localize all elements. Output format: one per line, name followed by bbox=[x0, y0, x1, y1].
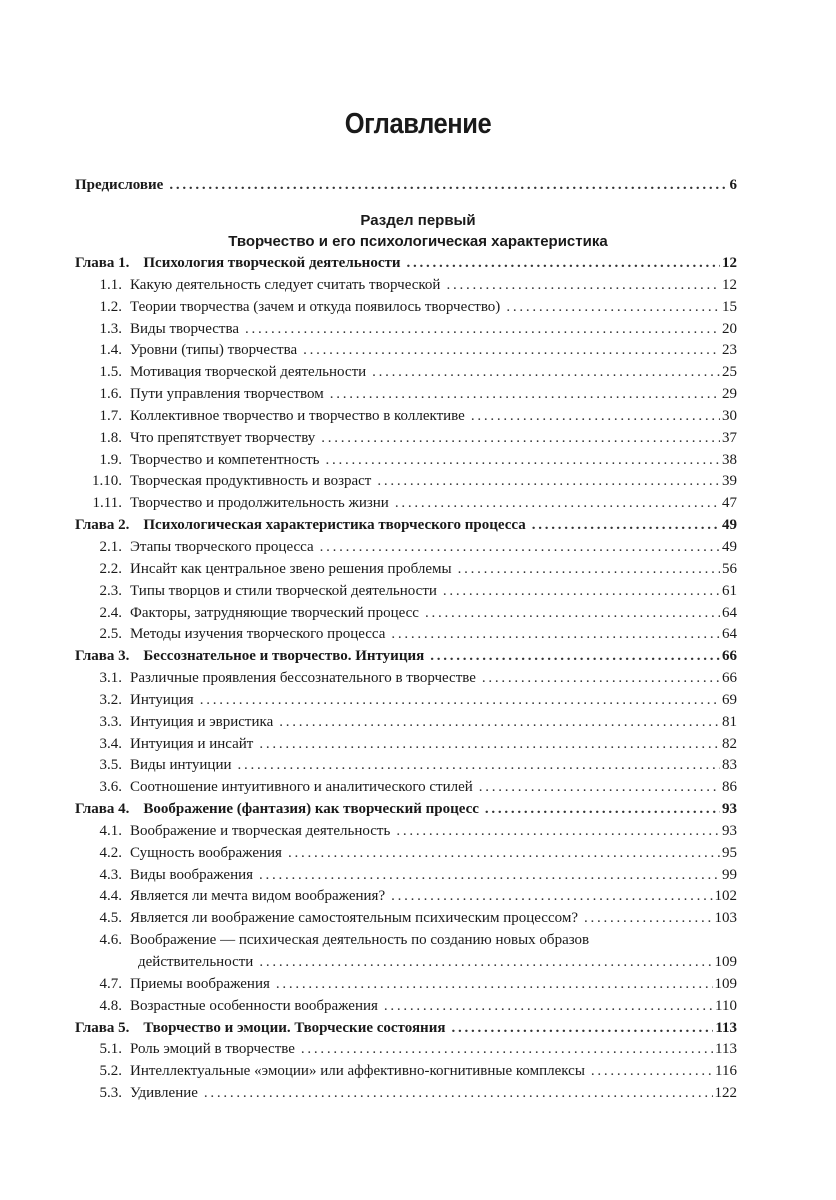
subsection-number: 2.3. bbox=[99, 582, 122, 599]
dot-leader bbox=[479, 777, 720, 799]
toc-subsection-entry[interactable] bbox=[75, 428, 737, 450]
dot-leader bbox=[506, 297, 720, 319]
subsection-number: 3.5. bbox=[99, 757, 122, 774]
subsection-page: 66 bbox=[722, 670, 737, 687]
subsection-title: Уровни (типы) творчества bbox=[130, 342, 298, 359]
chapter-number: Глава 2. bbox=[75, 517, 130, 534]
subsection-page: 12 bbox=[722, 276, 737, 293]
subsection-title: Виды интуиции bbox=[130, 757, 232, 774]
subsection-title: Является ли воображение самостоятельным психическим процессом? bbox=[130, 910, 578, 927]
toc-chapter-entry[interactable] bbox=[75, 799, 737, 821]
subsection-number: 1.4. bbox=[99, 342, 122, 359]
dot-leader bbox=[303, 340, 720, 362]
dot-leader bbox=[443, 581, 720, 603]
subsection-page: 20 bbox=[722, 320, 737, 337]
toc-chapter-entry[interactable] bbox=[75, 1018, 737, 1040]
dot-leader bbox=[238, 755, 720, 777]
subsection-page: 113 bbox=[715, 1041, 737, 1058]
subsection-number: 2.5. bbox=[99, 626, 122, 643]
subsection-title: Виды творчества bbox=[130, 320, 239, 337]
subsection-title: Творческая продуктивность и возраст bbox=[130, 473, 372, 490]
subsection-title: Интеллектуальные «эмоции» или аффективно-когнитивные комплексы bbox=[130, 1063, 585, 1080]
subsection-number: 4.2. bbox=[99, 844, 122, 861]
dot-leader bbox=[377, 471, 720, 493]
dot-leader bbox=[532, 515, 720, 537]
subsection-title: Роль эмоций в творчестве bbox=[130, 1041, 295, 1058]
subsection-number: 1.8. bbox=[99, 429, 122, 446]
subsection-title: Воображение — психическая деятельность по созданию новых образов bbox=[130, 932, 590, 949]
subsection-title: Сущность воображения bbox=[130, 844, 282, 861]
chapter-number: Глава 4. bbox=[75, 801, 130, 818]
subsection-number: 4.3. bbox=[99, 866, 122, 883]
dot-leader bbox=[326, 450, 721, 472]
dot-leader bbox=[245, 319, 720, 341]
subsection-title: Творчество и компетентность bbox=[130, 451, 320, 468]
toc-subsection-entry[interactable] bbox=[75, 1061, 737, 1083]
subsection-page: 64 bbox=[722, 626, 737, 643]
subsection-number: 4.5. bbox=[99, 910, 122, 927]
subsection-title: Этапы творческого процесса bbox=[130, 538, 314, 555]
subsection-number: 4.1. bbox=[99, 822, 122, 839]
subsection-page: 102 bbox=[714, 888, 737, 905]
subsection-page: 69 bbox=[722, 691, 737, 708]
dot-leader bbox=[451, 1018, 713, 1040]
subsection-number: 1.1. bbox=[99, 276, 122, 293]
toc-subsection-entry[interactable] bbox=[75, 908, 737, 930]
toc-subsection-entry[interactable] bbox=[75, 712, 737, 734]
chapter-title: Творчество и эмоции. Творческие состояния bbox=[143, 1019, 446, 1036]
dot-leader bbox=[591, 1061, 713, 1083]
subsection-title: Мотивация творческой деятельности bbox=[130, 364, 367, 381]
subsection-number: 3.4. bbox=[99, 735, 122, 752]
toc-subsection-entry[interactable] bbox=[75, 559, 737, 581]
subsection-page: 122 bbox=[714, 1085, 737, 1102]
subsection-number: 5.2. bbox=[99, 1063, 122, 1080]
subsection-title: Что препятствует творчеству bbox=[130, 429, 316, 446]
subsection-number: 2.4. bbox=[99, 604, 122, 621]
chapter-title: Бессознательное и творчество. Интуиция bbox=[143, 648, 425, 665]
subsection-title: Типы творцов и стили творческой деятельности bbox=[130, 582, 437, 599]
dot-leader bbox=[391, 886, 712, 908]
subsection-page: 39 bbox=[722, 473, 737, 490]
toc-subsection-entry[interactable] bbox=[75, 843, 737, 865]
subsection-number: 3.6. bbox=[99, 779, 122, 796]
subsection-number: 2.1. bbox=[99, 538, 122, 555]
subsection-title: Интуиция и инсайт bbox=[130, 735, 254, 752]
toc-subsection-entry[interactable] bbox=[75, 777, 737, 799]
toc-subsection-entry[interactable] bbox=[75, 1039, 737, 1061]
toc-subsection-entry[interactable] bbox=[75, 384, 737, 406]
subsection-page: 56 bbox=[722, 560, 737, 577]
subsection-page: 30 bbox=[722, 407, 737, 424]
toc-subsection-entry[interactable] bbox=[75, 690, 737, 712]
toc-subsection-entry[interactable] bbox=[75, 493, 737, 515]
subsection-page: 47 bbox=[722, 495, 737, 512]
subsection-page: 38 bbox=[722, 451, 737, 468]
chapter-number: Глава 3. bbox=[75, 648, 130, 665]
toc-subsection-entry[interactable] bbox=[75, 319, 737, 341]
toc-subsection-entry[interactable] bbox=[75, 821, 737, 843]
dot-leader bbox=[330, 384, 720, 406]
dot-leader bbox=[259, 952, 712, 974]
dot-leader bbox=[458, 559, 720, 581]
subsection-title: Приемы воображения bbox=[130, 975, 270, 992]
subsection-page: 82 bbox=[722, 735, 737, 752]
chapter-number: Глава 5. bbox=[75, 1019, 130, 1036]
table-of-contents bbox=[75, 253, 737, 1105]
toc-subsection-entry[interactable] bbox=[75, 668, 737, 690]
toc-subsection-entry-continued[interactable] bbox=[75, 952, 737, 974]
dot-leader bbox=[396, 821, 720, 843]
toc-entry-preface[interactable] bbox=[75, 175, 737, 197]
dot-leader bbox=[584, 908, 713, 930]
dot-leader bbox=[482, 668, 720, 690]
toc-subsection-entry[interactable] bbox=[75, 297, 737, 319]
subsection-title: Инсайт как центральное звено решения проблемы bbox=[130, 560, 452, 577]
subsection-title: Методы изучения творческого процесса bbox=[130, 626, 386, 643]
subsection-page: 23 bbox=[722, 342, 737, 359]
subsection-title: Удивление bbox=[130, 1085, 198, 1102]
chapter-page: 113 bbox=[715, 1019, 737, 1036]
subsection-page: 95 bbox=[722, 844, 737, 861]
subsection-title: Интуиция bbox=[130, 691, 194, 708]
entry-page: 6 bbox=[729, 177, 737, 193]
dot-leader bbox=[391, 624, 720, 646]
toc-subsection-entry[interactable] bbox=[75, 471, 737, 493]
subsection-number: 4.6. bbox=[99, 932, 122, 949]
dot-leader bbox=[301, 1039, 713, 1061]
toc-subsection-entry[interactable] bbox=[75, 996, 737, 1018]
subsection-number: 3.1. bbox=[99, 670, 122, 687]
toc-subsection-entry[interactable] bbox=[75, 581, 737, 603]
dot-leader bbox=[276, 974, 713, 996]
subsection-title: Интуиция и эвристика bbox=[130, 713, 274, 730]
subsection-number: 2.2. bbox=[99, 560, 122, 577]
toc-subsection-entry[interactable] bbox=[75, 865, 737, 887]
toc-subsection-entry[interactable] bbox=[75, 340, 737, 362]
dot-leader bbox=[425, 603, 720, 625]
dot-leader bbox=[372, 362, 720, 384]
dot-leader bbox=[288, 843, 720, 865]
subsection-page: 116 bbox=[715, 1063, 737, 1080]
subsection-title: Творчество и продолжительность жизни bbox=[130, 495, 389, 512]
toc-chapter-entry[interactable] bbox=[75, 646, 737, 668]
dot-leader bbox=[279, 712, 720, 734]
subsection-title: Воображение и творческая деятельность bbox=[130, 822, 391, 839]
subsection-page: 109 bbox=[714, 975, 737, 992]
subsection-page: 37 bbox=[722, 429, 737, 446]
subsection-page: 25 bbox=[722, 364, 737, 381]
subsection-number: 1.5. bbox=[99, 364, 122, 381]
subsection-number: 3.3. bbox=[99, 713, 122, 730]
subsection-number: 5.1. bbox=[99, 1041, 122, 1058]
toc-subsection-entry[interactable] bbox=[75, 406, 737, 428]
subsection-number: 4.4. bbox=[99, 888, 122, 905]
subsection-page: 15 bbox=[722, 298, 737, 315]
dot-leader bbox=[169, 175, 727, 197]
subsection-title: Факторы, затрудняющие творческий процесс bbox=[130, 604, 419, 621]
subsection-title: Соотношение интуитивного и аналитического стилей bbox=[130, 779, 473, 796]
dot-leader bbox=[259, 865, 720, 887]
subsection-title: Различные проявления бессознательного в творчестве bbox=[130, 670, 476, 687]
dot-leader bbox=[406, 253, 720, 275]
dot-leader bbox=[200, 690, 720, 712]
subsection-page: 86 bbox=[722, 779, 737, 796]
entry-title: Предисловие bbox=[75, 177, 164, 193]
toc-subsection-entry[interactable] bbox=[75, 734, 737, 756]
subsection-title: Теории творчества (зачем и откуда появилось творчество) bbox=[130, 298, 501, 315]
toc-subsection-entry[interactable] bbox=[75, 755, 737, 777]
subsection-number: 1.6. bbox=[99, 386, 122, 403]
dot-leader bbox=[321, 428, 720, 450]
toc-subsection-entry[interactable] bbox=[75, 450, 737, 472]
subsection-page: 29 bbox=[722, 386, 737, 403]
subsection-page: 103 bbox=[714, 910, 737, 927]
page-title: Оглавление bbox=[344, 108, 492, 140]
subsection-page: 81 bbox=[722, 713, 737, 730]
subsection-page: 61 bbox=[722, 582, 737, 599]
dot-leader bbox=[384, 996, 713, 1018]
toc-chapter-entry[interactable] bbox=[75, 253, 737, 275]
subsection-page: 49 bbox=[722, 538, 737, 555]
chapter-page: 93 bbox=[722, 801, 737, 818]
chapter-title: Воображение (фантазия) как творческий процесс bbox=[143, 801, 479, 818]
toc-subsection-entry[interactable] bbox=[75, 974, 737, 996]
subsection-page: 83 bbox=[722, 757, 737, 774]
chapter-page: 49 bbox=[722, 517, 737, 534]
dot-leader bbox=[446, 275, 720, 297]
subsection-number: 4.8. bbox=[99, 997, 122, 1014]
subsection-number: 1.3. bbox=[99, 320, 122, 337]
chapter-number: Глава 1. bbox=[75, 255, 130, 271]
subsection-number: 1.7. bbox=[99, 407, 122, 424]
toc-subsection-entry[interactable] bbox=[75, 1083, 737, 1105]
subsection-number: 1.9. bbox=[99, 451, 122, 468]
subsection-number: 1.10. bbox=[92, 473, 122, 490]
subsection-title-continued: действительности bbox=[138, 954, 254, 970]
dot-leader bbox=[259, 734, 720, 756]
subsection-number: 1.11. bbox=[92, 495, 122, 512]
subsection-title: Является ли мечта видом воображения? bbox=[130, 888, 386, 905]
dot-leader bbox=[395, 493, 720, 515]
subsection-page: 99 bbox=[722, 866, 737, 883]
subsection-page: 110 bbox=[715, 997, 737, 1014]
dot-leader bbox=[471, 406, 720, 428]
dot-leader bbox=[204, 1083, 713, 1105]
toc-subsection-entry[interactable] bbox=[75, 275, 737, 297]
subsection-number: 3.2. bbox=[99, 691, 122, 708]
subsection-page: 93 bbox=[722, 822, 737, 839]
chapter-page: 66 bbox=[722, 648, 737, 665]
dot-leader bbox=[485, 799, 720, 821]
toc-subsection-entry[interactable] bbox=[75, 930, 737, 952]
toc-subsection-entry[interactable] bbox=[75, 603, 737, 625]
chapter-title: Психологическая характеристика творческого процесса bbox=[143, 517, 526, 534]
subsection-number: 1.2. bbox=[99, 298, 122, 315]
section-title: Творчество и его психологическая характеристика bbox=[228, 233, 608, 250]
subsection-number: 4.7. bbox=[99, 975, 122, 992]
subsection-title: Пути управления творчеством bbox=[130, 386, 324, 403]
subsection-page: 109 bbox=[714, 954, 737, 970]
subsection-title: Коллективное творчество и творчество в коллективе bbox=[130, 407, 465, 424]
toc-subsection-entry[interactable] bbox=[75, 537, 737, 559]
toc-subsection-entry[interactable] bbox=[75, 886, 737, 908]
toc-subsection-entry[interactable] bbox=[75, 362, 737, 384]
subsection-title: Виды воображения bbox=[130, 866, 254, 883]
section-label: Раздел первый bbox=[360, 212, 476, 229]
subsection-title: Какую деятельность следует считать творческой bbox=[130, 276, 441, 293]
subsection-number: 5.3. bbox=[99, 1085, 122, 1102]
dot-leader bbox=[430, 646, 720, 668]
chapter-page: 12 bbox=[722, 255, 737, 271]
dot-leader bbox=[320, 537, 720, 559]
toc-subsection-entry[interactable] bbox=[75, 624, 737, 646]
chapter-title: Психология творческой деятельности bbox=[143, 255, 401, 271]
subsection-title: Возрастные особенности воображения bbox=[130, 997, 378, 1014]
toc-chapter-entry[interactable] bbox=[75, 515, 737, 537]
subsection-page: 64 bbox=[722, 604, 737, 621]
